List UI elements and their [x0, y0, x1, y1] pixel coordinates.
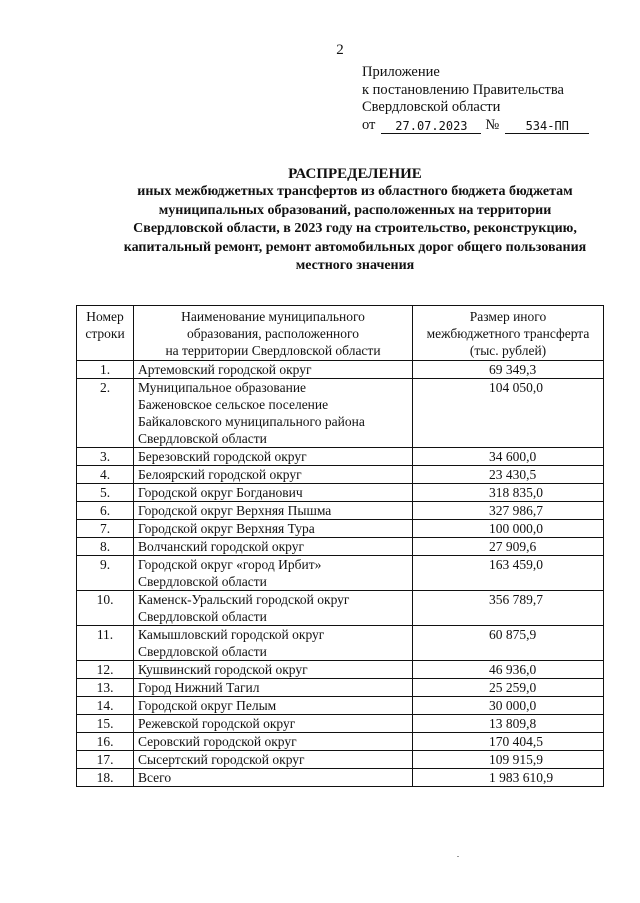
appendix-decree-line: к постановлению Правительства — [362, 81, 564, 98]
municipality-name — [134, 697, 413, 715]
title-line-1: иных межбюджетных трансфертов из областного бюджета бюджетам — [137, 184, 573, 199]
scan-speck — [457, 856, 459, 857]
transfer-amount: 13 809,8 — [413, 715, 604, 733]
municipality-name-line: Всего — [138, 770, 172, 785]
transfer-amount: 34 600,0 — [413, 448, 604, 466]
municipality-name — [134, 679, 413, 697]
transfer-amount: 46 936,0 — [413, 661, 604, 679]
transfer-amount: 170 404,5 — [413, 733, 604, 751]
municipality-name — [134, 626, 413, 661]
title-line-5: местного значения — [295, 258, 415, 273]
municipality-name-line: Свердловской области — [138, 431, 267, 446]
transfer-amount: 327 986,7 — [413, 502, 604, 520]
row-number: 13. — [77, 679, 134, 697]
table-row — [77, 556, 604, 591]
table-body — [77, 361, 604, 787]
table-row — [77, 679, 604, 697]
header-text: строки — [85, 326, 125, 341]
header-text: Наименование муниципального — [181, 309, 365, 324]
municipality-name — [134, 361, 413, 379]
municipality-name-line: Баженовское сельское поселение — [138, 397, 329, 412]
municipality-name-line: Городской округ Верхняя Пышма — [138, 503, 332, 518]
header-text: Размер иного — [469, 309, 547, 324]
row-number: 15. — [77, 715, 134, 733]
municipality-name-line: Байкаловского муниципального района — [138, 414, 365, 429]
decree-date: 27.07.2023 — [381, 119, 481, 134]
municipality-name — [134, 769, 413, 787]
transfer-amount: 23 430,5 — [413, 466, 604, 484]
transfer-amount: 27 909,6 — [413, 538, 604, 556]
table-row — [77, 733, 604, 751]
table-row — [77, 769, 604, 787]
title-main: РАСПРЕДЕЛЕНИЕ — [288, 166, 422, 182]
from-label: от — [362, 116, 376, 133]
table-row — [77, 502, 604, 520]
municipality-name — [134, 751, 413, 769]
title-line-2: муниципальных образований, расположенных на территории — [158, 202, 552, 218]
table-row — [77, 520, 604, 538]
municipality-name — [134, 448, 413, 466]
document-title — [60, 165, 640, 276]
header-text: межбюджетного трансферта — [426, 326, 590, 341]
municipality-name-line: Каменск-Уральский городской округ — [138, 592, 350, 607]
appendix-block — [362, 64, 589, 134]
municipality-name — [134, 556, 413, 591]
municipality-name-line: Городской округ «город Ирбит» — [138, 557, 322, 572]
transfer-amount: 69 349,3 — [413, 361, 604, 379]
municipality-name-line: Свердловской области — [138, 609, 267, 624]
table-row — [77, 484, 604, 502]
municipality-name-line: Свердловской области — [138, 574, 267, 589]
header-row-number — [77, 306, 134, 361]
municipality-name — [134, 379, 413, 448]
municipality-name-line: Режевской городской округ — [138, 716, 296, 731]
table-row — [77, 751, 604, 769]
municipality-name-line: Березовский городской округ — [138, 449, 307, 464]
header-municipality — [134, 306, 413, 361]
row-number: 18. — [77, 769, 134, 787]
row-number: 17. — [77, 751, 134, 769]
table-row — [77, 361, 604, 379]
municipality-name-line: Сысертский городской округ — [138, 752, 305, 767]
table-row — [77, 715, 604, 733]
row-number: 9. — [77, 556, 134, 591]
table-row — [77, 538, 604, 556]
number-sign: № — [485, 116, 500, 133]
row-number: 7. — [77, 520, 134, 538]
header-text: Номер — [86, 309, 124, 324]
municipality-name-line: Свердловской области — [138, 644, 267, 659]
transfer-amount: 25 259,0 — [413, 679, 604, 697]
row-number: 5. — [77, 484, 134, 502]
municipality-name-line: Городской округ Богданович — [138, 485, 303, 500]
municipality-name-line: Белоярский городской округ — [138, 467, 302, 482]
table-row — [77, 697, 604, 715]
table-row — [77, 661, 604, 679]
header-amount — [413, 306, 604, 361]
municipality-name-line: Городской округ Пелым — [138, 698, 277, 713]
transfer-amount: 109 915,9 — [413, 751, 604, 769]
header-text: на территории Свердловской области — [165, 343, 381, 358]
transfer-amount: 1 983 610,9 — [413, 769, 604, 787]
table-row — [77, 448, 604, 466]
decree-date-number — [362, 117, 589, 135]
row-number: 10. — [77, 591, 134, 626]
transfer-amount: 30 000,0 — [413, 697, 604, 715]
row-number: 12. — [77, 661, 134, 679]
row-number: 3. — [77, 448, 134, 466]
transfer-amount: 356 789,7 — [413, 591, 604, 626]
row-number: 8. — [77, 538, 134, 556]
row-number: 6. — [77, 502, 134, 520]
row-number: 16. — [77, 733, 134, 751]
table-row — [77, 379, 604, 448]
municipality-name-line: Волчанский городской округ — [138, 539, 305, 554]
transfer-amount: 100 000,0 — [413, 520, 604, 538]
header-text: (тыс. рублей) — [469, 343, 547, 358]
municipality-name — [134, 733, 413, 751]
table-header-row — [77, 306, 604, 361]
table-row — [77, 591, 604, 626]
transfer-amount: 163 459,0 — [413, 556, 604, 591]
distribution-table — [76, 305, 604, 787]
municipality-name-line: Артемовский городской округ — [138, 362, 312, 377]
transfer-amount: 60 875,9 — [413, 626, 604, 661]
municipality-name-line: Кушвинский городской округ — [138, 662, 308, 677]
municipality-name — [134, 520, 413, 538]
title-line-3: Свердловской области, в 2023 году на строительство, реконструкцию, — [133, 221, 577, 236]
transfer-amount: 104 050,0 — [413, 379, 604, 448]
header-text: образования, расположенного — [187, 326, 359, 341]
municipality-name-line: Муниципальное образование — [138, 380, 307, 395]
municipality-name-line: Город Нижний Тагил — [138, 680, 260, 695]
transfer-amount: 318 835,0 — [413, 484, 604, 502]
municipality-name — [134, 591, 413, 626]
appendix-title: Приложение — [362, 64, 440, 80]
appendix-region-line: Свердловской области — [362, 99, 501, 115]
title-line-4: капитальный ремонт, ремонт автомобильных дорог общего пользования — [123, 239, 587, 255]
municipality-name-line: Камышловский городской округ — [138, 627, 325, 642]
municipality-name — [134, 715, 413, 733]
decree-number: 534-ПП — [505, 119, 589, 134]
municipality-name — [134, 484, 413, 502]
municipality-name — [134, 538, 413, 556]
municipality-name — [134, 661, 413, 679]
row-number: 4. — [77, 466, 134, 484]
municipality-name-line: Городской округ Верхняя Тура — [138, 521, 315, 536]
municipality-name — [134, 502, 413, 520]
page-number: 2 — [336, 42, 344, 58]
municipality-name-line: Серовский городской округ — [138, 734, 297, 749]
row-number: 1. — [77, 361, 134, 379]
row-number: 14. — [77, 697, 134, 715]
row-number: 2. — [77, 379, 134, 448]
row-number: 11. — [77, 626, 134, 661]
table-row — [77, 466, 604, 484]
municipality-name — [134, 466, 413, 484]
table-row — [77, 626, 604, 661]
